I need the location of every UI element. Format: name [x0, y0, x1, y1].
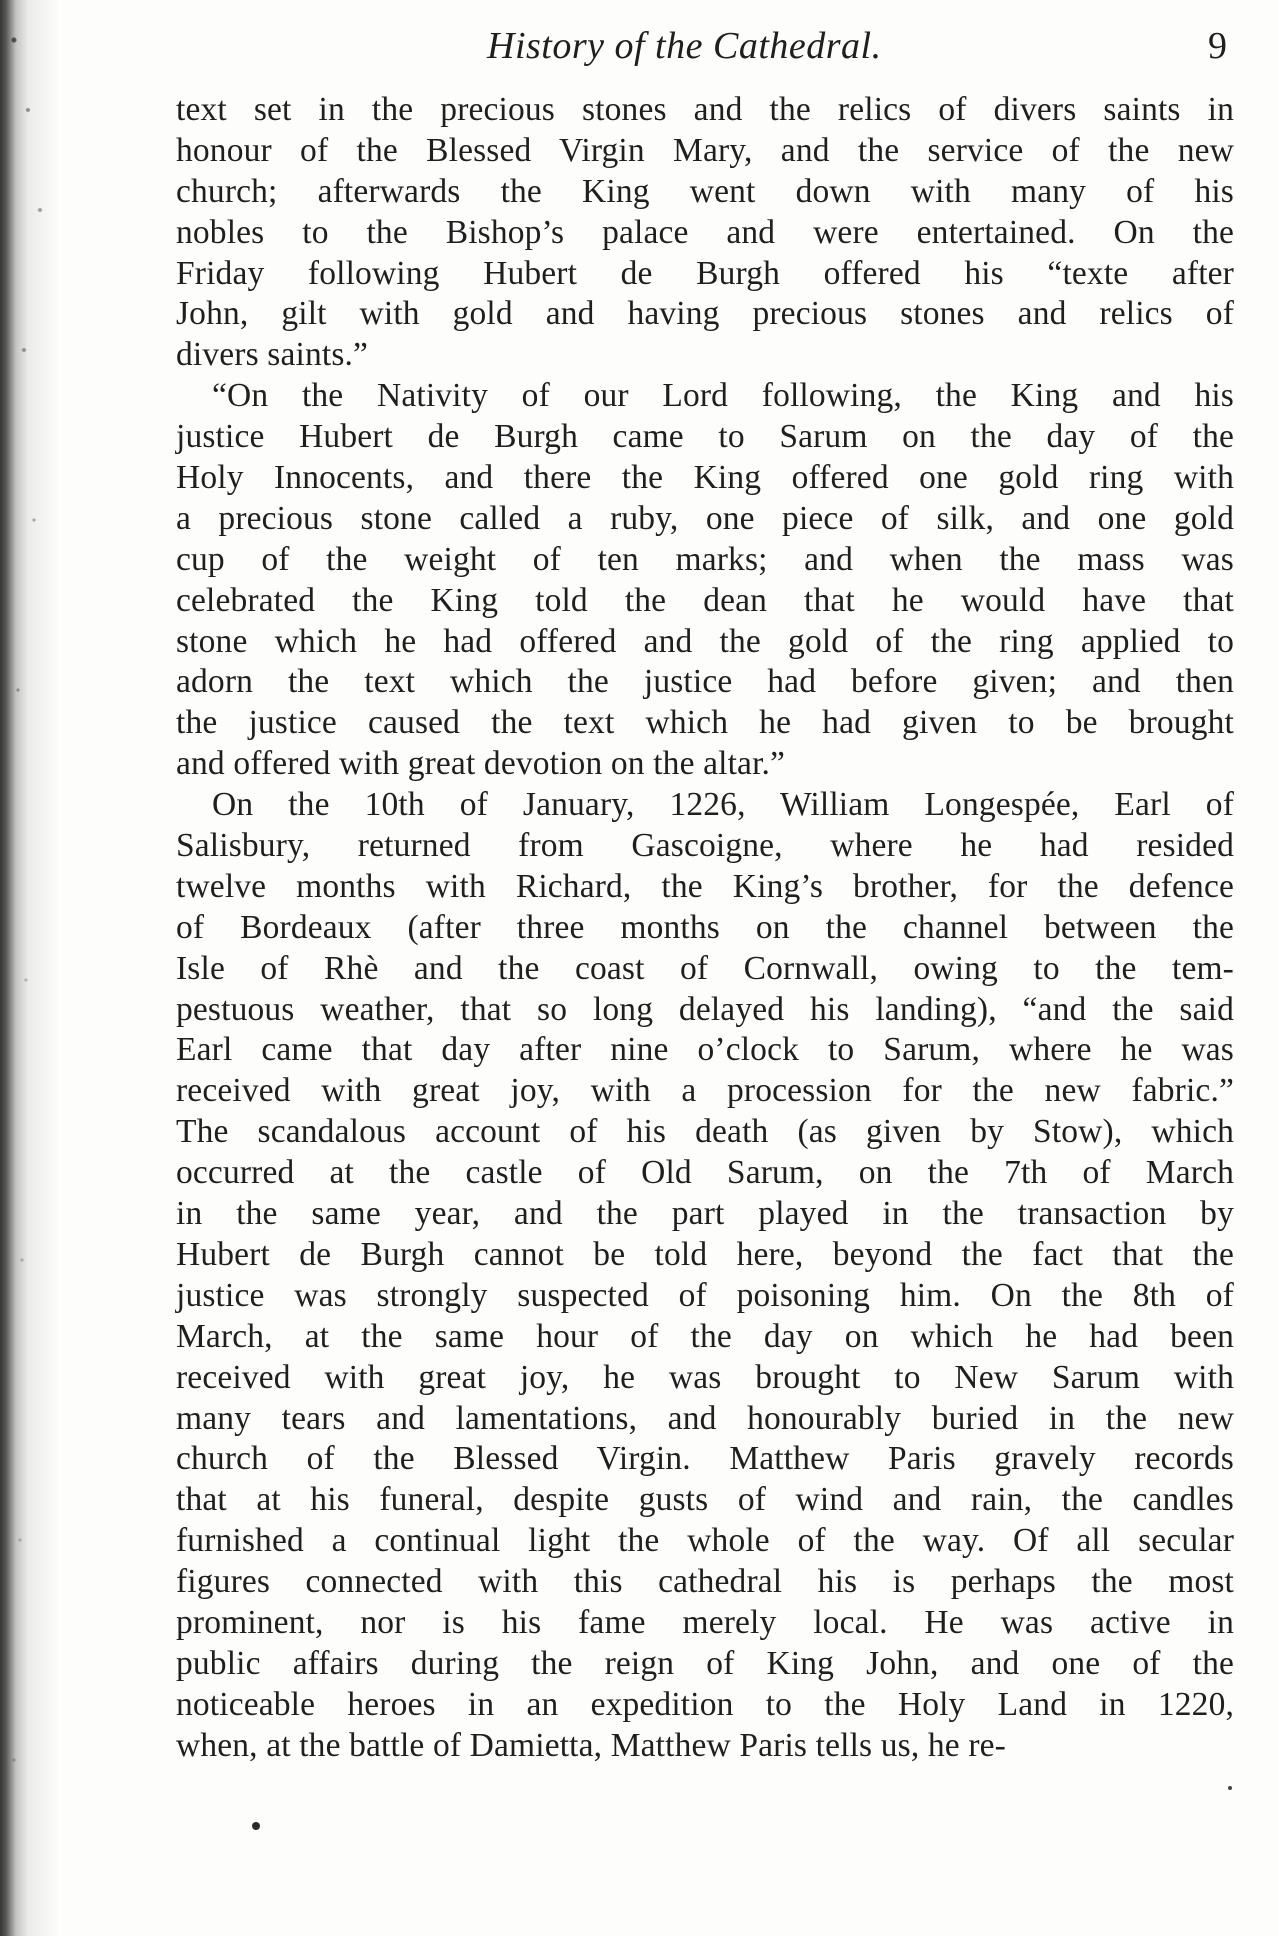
- text-line: Friday following Hubert de Burgh offered his “texte after: [176, 254, 1234, 292]
- text-line: a precious stone called a ruby, one piece of silk, and one gold: [176, 499, 1234, 537]
- text-line: that at his funeral, despite gusts of wind and rain, the candles: [176, 1481, 1234, 1519]
- text-line: justice Hubert de Burgh came to Sarum on the day of the: [176, 418, 1234, 456]
- text-line: celebrated the King told the dean that he would have that: [176, 581, 1234, 619]
- page-gutter-specks: [4, 0, 60, 1936]
- text-line: text set in the precious stones and the relics of divers saints in: [176, 91, 1234, 128]
- bottom-dot-mark: [252, 1822, 260, 1830]
- text-line: occurred at the castle of Old Sarum, on the 7th of March: [176, 1154, 1234, 1192]
- text-line: John, gilt with gold and having precious stones and relics of: [176, 295, 1234, 333]
- text-line: in the same year, and the part played in the transaction by: [176, 1195, 1234, 1233]
- corner-dot-mark: [1228, 1786, 1232, 1790]
- text-line: March, at the same hour of the day on which he had been: [176, 1317, 1234, 1355]
- text-line: public affairs during the reign of King John, and one of the: [176, 1644, 1234, 1682]
- body-text: [176, 90, 1234, 1767]
- text-line: Isle of Rhè and the coast of Cornwall, owing to the tem-: [176, 949, 1234, 987]
- text-line: stone which he had offered and the gold of the ring applied to: [176, 622, 1234, 660]
- text-line: justice was strongly suspected of poisoning him. On the 8th of: [176, 1276, 1234, 1314]
- running-title: History of the Cathedral.: [487, 25, 882, 67]
- text-line: Earl came that day after nine o’clock to Sarum, where he was: [176, 1031, 1234, 1069]
- text-line: church; afterwards the King went down with many of his: [176, 172, 1234, 210]
- text-line: and offered with great devotion on the altar.”: [176, 745, 786, 783]
- text-line: pestuous weather, that so long delayed his landing), “and the said: [176, 990, 1234, 1028]
- text-line: figures connected with this cathedral his is perhaps the most: [176, 1563, 1234, 1601]
- text-line: received with great joy, with a procession for the new fabric.”: [176, 1072, 1234, 1110]
- text-line: On the 10th of January, 1226, William Longespée, Earl of: [212, 786, 1234, 824]
- text-line: the justice caused the text which he had given to be brought: [176, 704, 1234, 742]
- text-line: prominent, nor is his fame merely local. He was active in: [176, 1603, 1234, 1641]
- text-line: furnished a continual light the whole of the way. Of all secular: [176, 1522, 1234, 1560]
- text-line: “On the Nativity of our Lord following, the King and his: [212, 377, 1234, 415]
- text-line: Salisbury, returned from Gascoigne, where he had resided: [176, 827, 1234, 865]
- text-line: The scandalous account of his death (as given by Stow), which: [176, 1113, 1234, 1151]
- text-line: noticeable heroes in an expedition to the Holy Land in 1220,: [176, 1685, 1234, 1723]
- text-line: Holy Innocents, and there the King offered one gold ring with: [176, 459, 1234, 497]
- text-line: Hubert de Burgh cannot be told here, beyond the fact that the: [176, 1235, 1234, 1273]
- text-line: cup of the weight of ten marks; and when the mass was: [176, 540, 1234, 578]
- text-line: honour of the Blessed Virgin Mary, and the service of the new: [176, 131, 1234, 169]
- text-line: received with great joy, he was brought to New Sarum with: [176, 1358, 1234, 1396]
- text-line: of Bordeaux (after three months on the channel between the: [176, 908, 1234, 946]
- text-line: when, at the battle of Damietta, Matthew Paris tells us, he re-: [176, 1726, 1006, 1764]
- text-line: twelve months with Richard, the King’s brother, for the defence: [176, 867, 1234, 905]
- page-number: 9: [1208, 25, 1227, 67]
- text-line: many tears and lamentations, and honourably buried in the new: [176, 1399, 1234, 1437]
- text-line: adorn the text which the justice had before given; and then: [176, 663, 1234, 701]
- text-line: nobles to the Bishop’s palace and were entertained. On the: [176, 213, 1234, 251]
- text-line: divers saints.”: [176, 336, 369, 374]
- running-head: [0, 18, 1279, 74]
- text-line: church of the Blessed Virgin. Matthew Paris gravely records: [176, 1440, 1234, 1478]
